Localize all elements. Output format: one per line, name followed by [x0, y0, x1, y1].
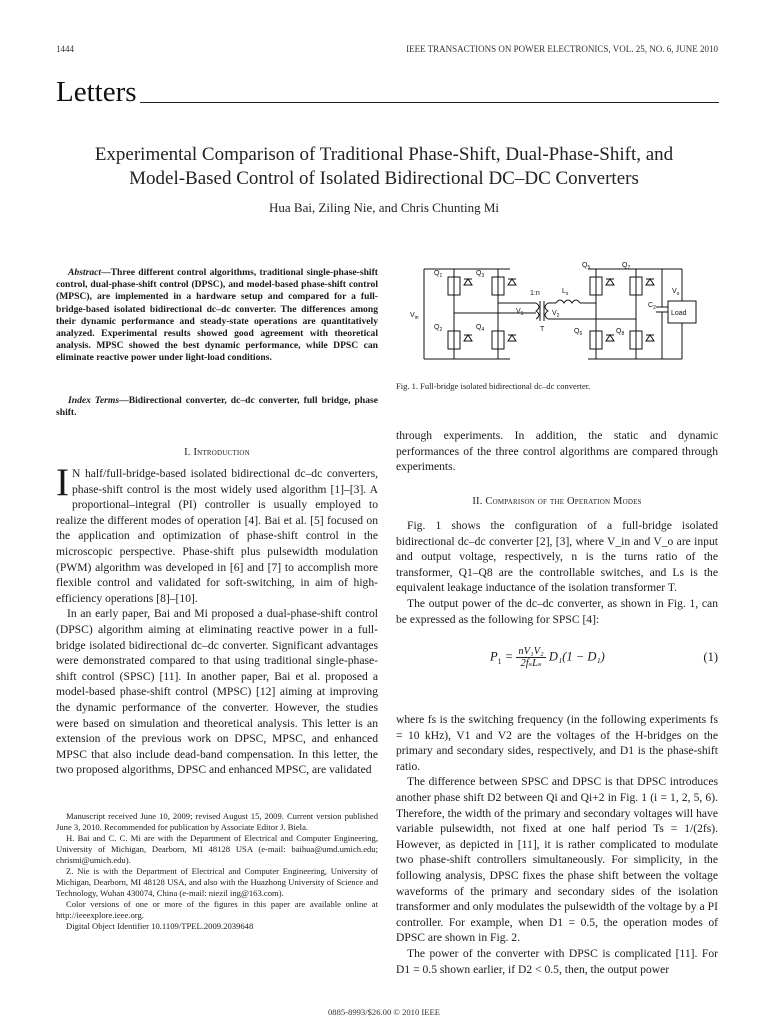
paper-title: [40, 143, 728, 191]
s2-paragraph-5: The power of the converter with DPSC is complicated [11]. For D1 = 0.5 shown earlier, if D2 < 0.5, then, the output power: [396, 946, 718, 976]
section-heading-comparison: II. Comparison of the Operation Modes: [472, 496, 642, 507]
footnote-received: Manuscript received June 10, 2009; revised August 15, 2009. Current version published June 3, 2010. Recommended for publication by Associate Editor J. Biela.: [56, 811, 378, 832]
s2-paragraph-3: where fs is the switching frequency (in the following experiments fs = 10 kHz), V1 and V2 are the voltages of the H-bridges on the primary and secondary sides, respectively, and D1 is the phase-shift ratio.: [396, 713, 718, 773]
introduction-body: [56, 461, 378, 778]
label-q8: $Q_8$: [616, 328, 625, 337]
index-terms-label: Index Terms: [68, 395, 120, 406]
index-terms: [56, 395, 378, 419]
label-q2: $Q_2$: [434, 324, 443, 333]
s2-paragraph-4: The difference between SPSC and DPSC is that DPSC introduces another phase shift D2 between Qi and Qi+2 in Fig. 1 (i = 1, 2, 5, 6). Therefore, the width of the primary and secondary voltages will have variable pulsewidth, not fixed at one half period Ts = 1/(2fs). However, as depicted in [11], it is rather complicated to modulate two phase-shift controllers simultaneously. For simplicity, in the following analysis, DPSC fixes the phase shift between the voltage waveforms of the primary and secondary sides of the isolation transformer and only modulates the pulsewidth of the voltage by a PI controller. For example, when D1 = 0.5, the operation modes of DPSC are shown in Fig. 2.: [396, 775, 718, 945]
intro-paragraph-2: In an early paper, Bai and Mi proposed a dual-phase-shift control (DPSC) algorithm aiming at eliminating reactive power in a full-bridge isolated bidirectional dc–dc converter. Significant advantages were demonstrated compared to that using traditional single-phase-shift control (SPSC) [11]. In another paper, Bai et al. proposed a model-based phase-shift control (MPSC) [12] aiming at improving the dynamic performance of the converter. However, the studies were based on simulation and theoretical analysis. This letter is an extension of the previous work on DPSC, MPSC, and enhanced MPSC that also include dead-band compensation. In this letter, the two proposed algorithms, DPSC and enhanced MPSC, are validated: [56, 607, 378, 777]
section2-continuation: [396, 712, 718, 977]
label-q3: $Q_3$: [476, 270, 485, 279]
abstract-text: —Three different control algorithms, traditional single-phase-shift control, dual-phase-shift control (DPSC), and model-based phase-shift control (MPSC), are implemented in a hardware setup and compared for a full-bridge-based isolated bidirectional dc–dc converter. The differences among their dynamic performance and steady-state operations are quantitatively analyzed. Experimental results showed good agreement with theoretical analysis. MPSC showed the best dynamic performance, while DPSC can eliminate reactive power under light-load conditions.: [56, 267, 378, 364]
equation-1: [396, 648, 718, 670]
footnote-bai-mi: H. Bai and C. C. Mi are with the Department of Electrical and Computer Engineering, University of Michigan, Dearborn, MI 48128 USA (e-mail: baihua@umd.umich.edu; chrismi@umich.edu).: [56, 833, 378, 865]
label-q4: $Q_4$: [476, 324, 485, 333]
abstract: [56, 267, 378, 365]
label-q7: $Q_7$: [622, 262, 631, 271]
equation-body: $P_1$ = nV₁V₂ 2fₛLₛ D₁(1 − D₁): [490, 646, 605, 669]
s2-paragraph-1: Fig. 1 shows the configuration of a full-bridge isolated bidirectional dc–dc converter [2], [3], where V_in and V_o are input and output voltage, respectively, n is the turns ratio of the transformer, Q1–Q8 are the controllable switches, and Ls is the equivalent leakage inductance of the isolation transformer T.: [396, 519, 718, 595]
label-q6: $Q_6$: [574, 328, 583, 337]
label-v1: $V_1$: [516, 308, 524, 317]
label-q1: $Q_1$: [434, 270, 443, 279]
journal-header: IEEE TRANSACTIONS ON POWER ELECTRONICS, VOL. 25, NO. 6, JUNE 2010: [406, 44, 718, 54]
authors: Hua Bai, Ziling Nie, and Chris Chunting Mi: [268, 200, 499, 215]
index-terms-text: —Bidirectional converter, dc–dc converter, full bridge, phase shift.: [56, 395, 378, 419]
footnote-nie: Z. Nie is with the Department of Electrical and Computer Engineering, University of Michigan, Dearborn, MI 48128 USA, and also with the Huazhong University of Science and Technology, Wuhan 430074, China (e-mail: niezil ing@163.com).: [56, 866, 378, 898]
label-vo: $V_o$: [672, 288, 680, 297]
label-t: T: [540, 326, 545, 333]
label-ls: $L_s$: [562, 288, 569, 297]
page-number: 1444: [56, 44, 74, 54]
footnotes: [56, 811, 378, 932]
label-turns-ratio: 1:n: [530, 290, 540, 297]
title-line-2: Model-Based Control of Isolated Bidirectional DC–DC Converters: [129, 168, 639, 189]
footnote-color: Color versions of one or more of the figures in this paper are available online at http://ieeexplore.ieee.org.: [56, 899, 378, 920]
abstract-label: Abstract: [68, 267, 102, 278]
letters-rule: [140, 102, 719, 103]
intro-continuation-text: through experiments. In addition, the static and dynamic performances of the three control algorithms are compared through experiments.: [396, 429, 718, 474]
section-label: Letters: [56, 76, 137, 108]
title-line-1: Experimental Comparison of Traditional Phase-Shift, Dual-Phase-Shift, and: [94, 144, 674, 165]
circuit-diagram: [410, 255, 700, 373]
footnote-doi: Digital Object Identifier 10.1109/TPEL.2009.2039648: [66, 921, 254, 931]
label-c2: $C_2$: [648, 302, 656, 311]
section2-body: [396, 518, 718, 627]
introduction-continuation: [396, 428, 718, 475]
label-load: Load: [671, 310, 687, 317]
section-heading-introduction: I. Introduction: [184, 447, 250, 458]
equation-number: (1): [703, 650, 718, 664]
copyright-footer: 0885-8993/$26.00 © 2010 IEEE: [327, 1007, 441, 1017]
s2-paragraph-2: The output power of the dc–dc converter, as shown in Fig. 1, can be expressed as the following for SPSC [4]:: [396, 596, 718, 626]
label-vin: $V_{in}$: [410, 312, 419, 321]
intro-paragraph-1: N half/full-bridge-based isolated bidirectional dc–dc converters, phase-shift control is the most widely used algorithm [1]–[3]. A proportional–integral (PI) controller is usually employed to realize the different modes of operation [4]. Bai et al. [5] focused on the application and optimization of phase-shift control in the microscopic perspective. Phase-shift plus pulsewidth modulation (PWM) algorithm was developed in [6] and [7] to accomplish more flexible control and validated for soft-switching, in aim of high-efficiency operations [8]–[10].: [56, 467, 378, 605]
figure-caption: Fig. 1. Full-bridge isolated bidirectional dc–dc converter.: [396, 381, 591, 391]
label-v2: $V_2$: [552, 310, 560, 319]
drop-cap: I: [56, 461, 69, 504]
label-q5: $Q_5$: [582, 262, 591, 271]
